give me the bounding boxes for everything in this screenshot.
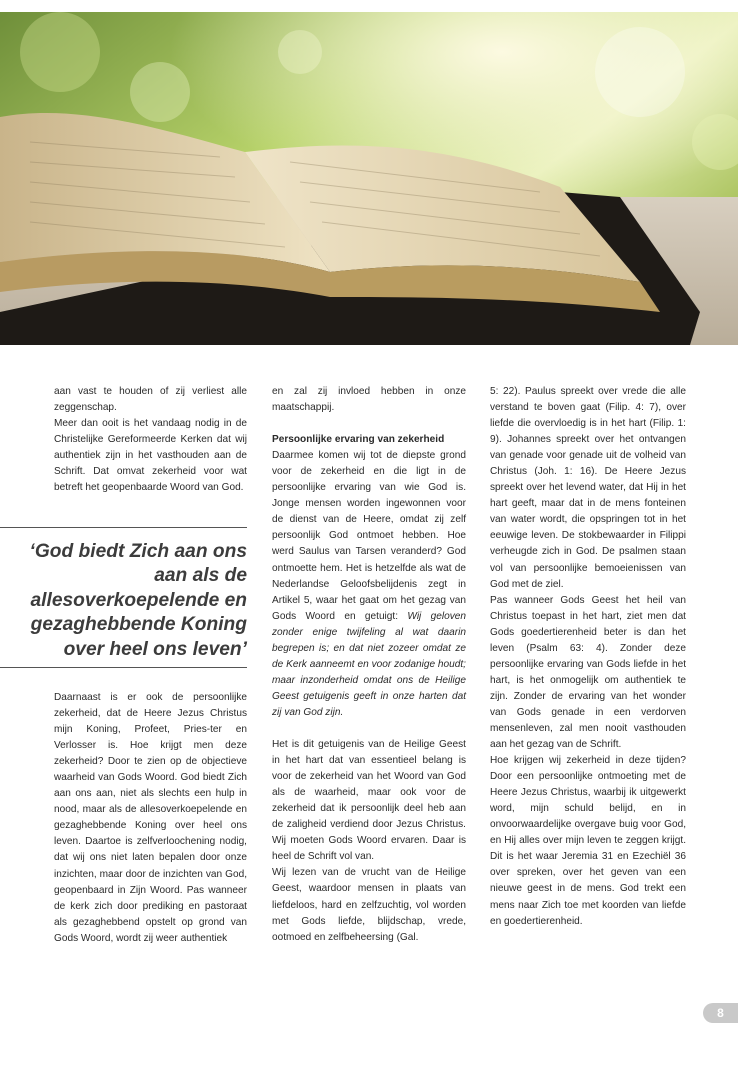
section-subheading: Persoonlijke ervaring van zekerheid (272, 434, 445, 446)
pullquote-rule-top (0, 527, 247, 528)
page-number: 8 (703, 1003, 738, 1023)
paragraph: Het is dit getuigenis van de Heilige Geest in het hart dat van essentieel belang is voor de zekerheid van het Woord van God als de waarheid, maar ook voor de zekerheid dat ik persoonlijk deel heb aan de zaligheid verdiend door Jezus Christus. Wij moeten Gods Woord ervaren. Daar is heel de Schrift vol van. (272, 739, 466, 863)
hero-image (0, 12, 738, 345)
paragraph: Daarnaast is er ook de persoonlijke zekerheid, dat de Heere Jezus Christus mijn Koning, Profeet, Pries-ter en Verlosser is. Hoe krijgt men deze zekerheid? Door te zien op de objectieve waarheid van Gods Woord. God biedt Zich aan ons aan, niet als slechts een hulp in nood, maar als de allesoverkoepelende en gezaghebbende Koning over heel ons leven. Daartoe is zelfverloochening nodig, dat wij ons niet laten bepalen door onze inzichten, maar door de inzichten van God, geopenbaard in Zijn Woord. Pas wanneer de kerk zich door prediking en pastoraat als gezaghebbend opstelt op grond van Gods Woord, wordt zij weer authentiek (54, 692, 247, 944)
paragraph: Meer dan ooit is het vandaag nodig in de Christelijke Gereformeerde Kerken dat wij authentiek zijn in het vasthouden aan de Schrift. Dat omvat zekerheid voor wat betreft het geopenbaarde Woord van God. (54, 418, 247, 494)
confession-quote: Wij geloven zonder enige twijfeling al wat daarin begrepen is; en dat niet zozeer omdat ze de Kerk aanneemt en voor zodanige houdt; maar inzonderheid omdat ons de Heilige Geest getuigenis geeft in onze harten dat zij van God zijn. (272, 610, 466, 718)
paragraph (272, 448, 466, 721)
paragraph-text: Daarmee komen wij tot de diepste grond voor de zekerheid en die ligt in de persoonlijke ervaring van wie God is. Jonge mensen worden ingewonnen voor de dienst van de Heere, omdat zij zelf persoonlijk God ontmoet hebben. Hoe werd Saulus van Tarsen veranderd? God ontmoette hem. Het is hetzelfde als wat de Nederlandse Geloofsbelijdenis zegt in Artikel 5, waar het gaat om het gezag van Gods Woord en getuigt: (272, 450, 466, 622)
paragraph: Wij lezen van de vrucht van de Heilige Geest, waardoor mensen in plaats van liefdeloos, hard en zelfzuchtig, vol worden met Gods liefde, blijdschap, vrede, ootmoed en zelfbeheersing (Gal. (272, 867, 466, 943)
paragraph: 5: 22). Paulus spreekt over vrede die alle verstand te boven gaat (Filip. 4: 7), over liefde die overvloedig is in het hart (Filip. 1: 9). Johannes spreekt over het ontvangen van genade voor genade uit de volheid van Christus (Joh. 1: 16). De Heere Jezus spreekt over het levend water, dat Hij in het hart geeft, maar dat in de mens fonteinen van water wordt, die opspringen tot in het eeuwige leven. De stokbewaarder in Filippi verheugde zich in God. De psalmen staan vol van persoonlijke bemoeienissen van God met de ziel. (490, 386, 686, 590)
pullquote-rule-bottom (0, 667, 247, 668)
paragraph: aan vast te houden of zij verliest alle zeggenschap. (54, 386, 247, 414)
paragraph: Pas wanneer Gods Geest het heil van Christus toepast in het hart, ziet men dat Gods goedertierenheid beter is dan het leven (Psalm 63: 4). Zonder deze persoonlijke ervaring van Gods liefde in het hart, is het onmogelijk om authentiek te zijn. Zonder de ervaring van het wonder van Gods genade in een verdorven mensenleven, zal men nooit vasthouden aan het gezag van de Schrift. (490, 594, 686, 751)
column-1-continued (54, 690, 247, 947)
column-1 (54, 384, 247, 496)
paragraph: en zal zij invloed hebben in onze maatschappij. (272, 386, 466, 414)
pull-quote: ‘God biedt Zich aan ons aan als de allesoverkoepelende en gezaghebbende Koning over heel ons leven’ (29, 541, 247, 660)
column-3 (490, 384, 686, 930)
paragraph: Hoe krijgen wij zekerheid in deze tijden? Door een persoonlijke ontmoeting met de Heere Jezus Christus, waarbij ik uitgewerkt word, mijn schuld belijd, en in onvoorwaardelijke overgave buig voor God, en Hij alles over mijn leven te zeggen krijgt. Dit is het waar Jeremia 31 en Ezechiël 36 over spreken, over het geven van een nieuwe geest in de mens. God trekt een mens naar Zich toe met koorden van liefde en goedertierenheid. (490, 755, 686, 927)
column-2 (272, 384, 466, 946)
